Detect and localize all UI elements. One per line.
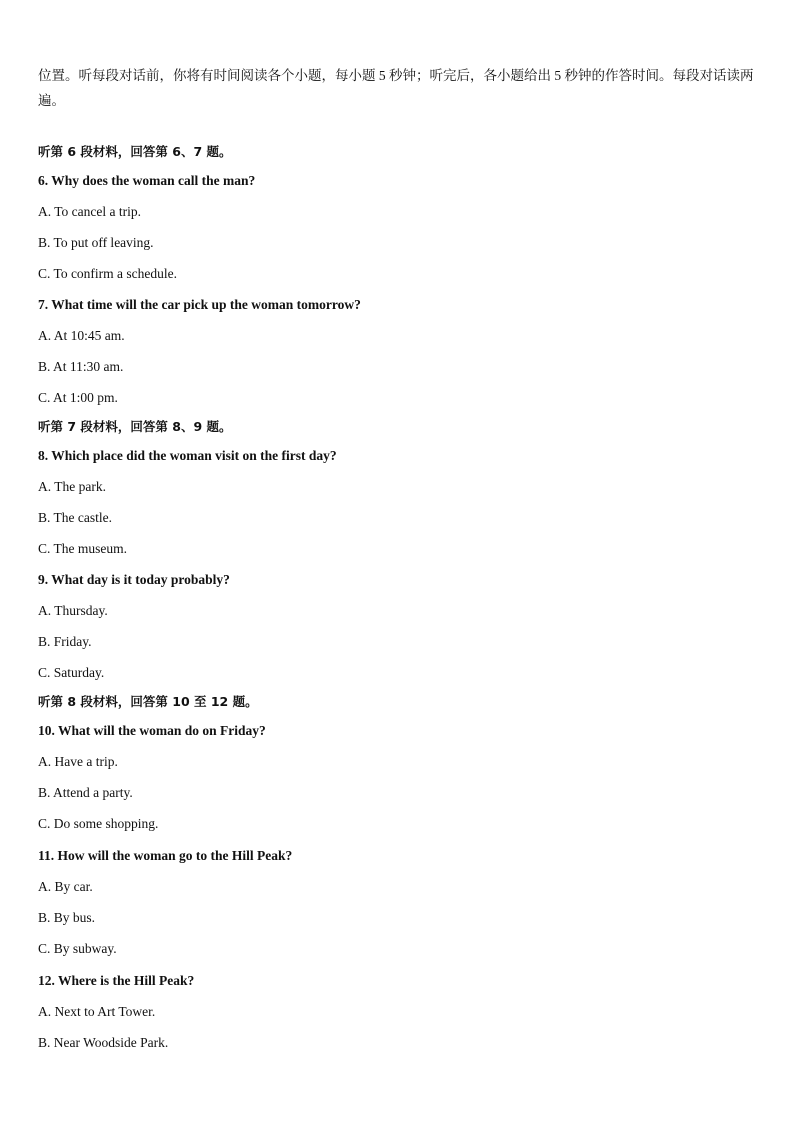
question-11-option-b: B. By bus. [38,910,96,925]
question-7: 7. What time will the car pick up the woman tomorrow? [38,297,361,312]
question-10: 10. What will the woman do on Friday? [38,723,266,738]
question-6: 6. Why does the woman call the man? [38,173,256,188]
section-heading-8: 听第 8 段材料，回答第 10 至 12 题。 [38,694,258,709]
instructions-paragraph: 位置。听每段对话前，你将有时间阅读各个小题，每小题 5 秒钟；听完后，各小题给出 5 秒钟的作答时间。每段对话读两遍。 [38,68,754,108]
question-11-option-a: A. By car. [38,879,93,894]
question-12: 12. Where is the Hill Peak? [38,973,195,988]
question-7-option-a: A. At 10:45 am. [38,328,125,343]
question-10-option-c: C. Do some shopping. [38,816,159,831]
question-8-option-c: C. The museum. [38,541,127,556]
question-8-option-b: B. The castle. [38,510,112,525]
question-12-option-b: B. Near Woodside Park. [38,1035,169,1050]
question-7-option-c: C. At 1:00 pm. [38,390,118,405]
question-10-option-b: B. Attend a party. [38,785,133,800]
question-6-option-c: C. To confirm a schedule. [38,266,178,281]
question-9-option-a: A. Thursday. [38,603,108,618]
question-10-option-a: A. Have a trip. [38,754,118,769]
question-6-option-b: B. To put off leaving. [38,235,154,250]
question-7-option-b: B. At 11:30 am. [38,359,124,374]
question-8: 8. Which place did the woman visit on the first day? [38,448,337,463]
question-6-option-a: A. To cancel a trip. [38,204,142,219]
question-9-option-c: C. Saturday. [38,665,105,680]
question-9: 9. What day is it today probably? [38,572,230,587]
question-8-option-a: A. The park. [38,479,106,494]
question-9-option-b: B. Friday. [38,634,92,649]
question-11-option-c: C. By subway. [38,941,117,956]
section-heading-6: 听第 6 段材料，回答第 6、7 题。 [38,144,232,159]
question-12-option-a: A. Next to Art Tower. [38,1004,156,1019]
section-heading-7: 听第 7 段材料，回答第 8、9 题。 [38,419,232,434]
question-11: 11. How will the woman go to the Hill Peak? [38,848,293,863]
